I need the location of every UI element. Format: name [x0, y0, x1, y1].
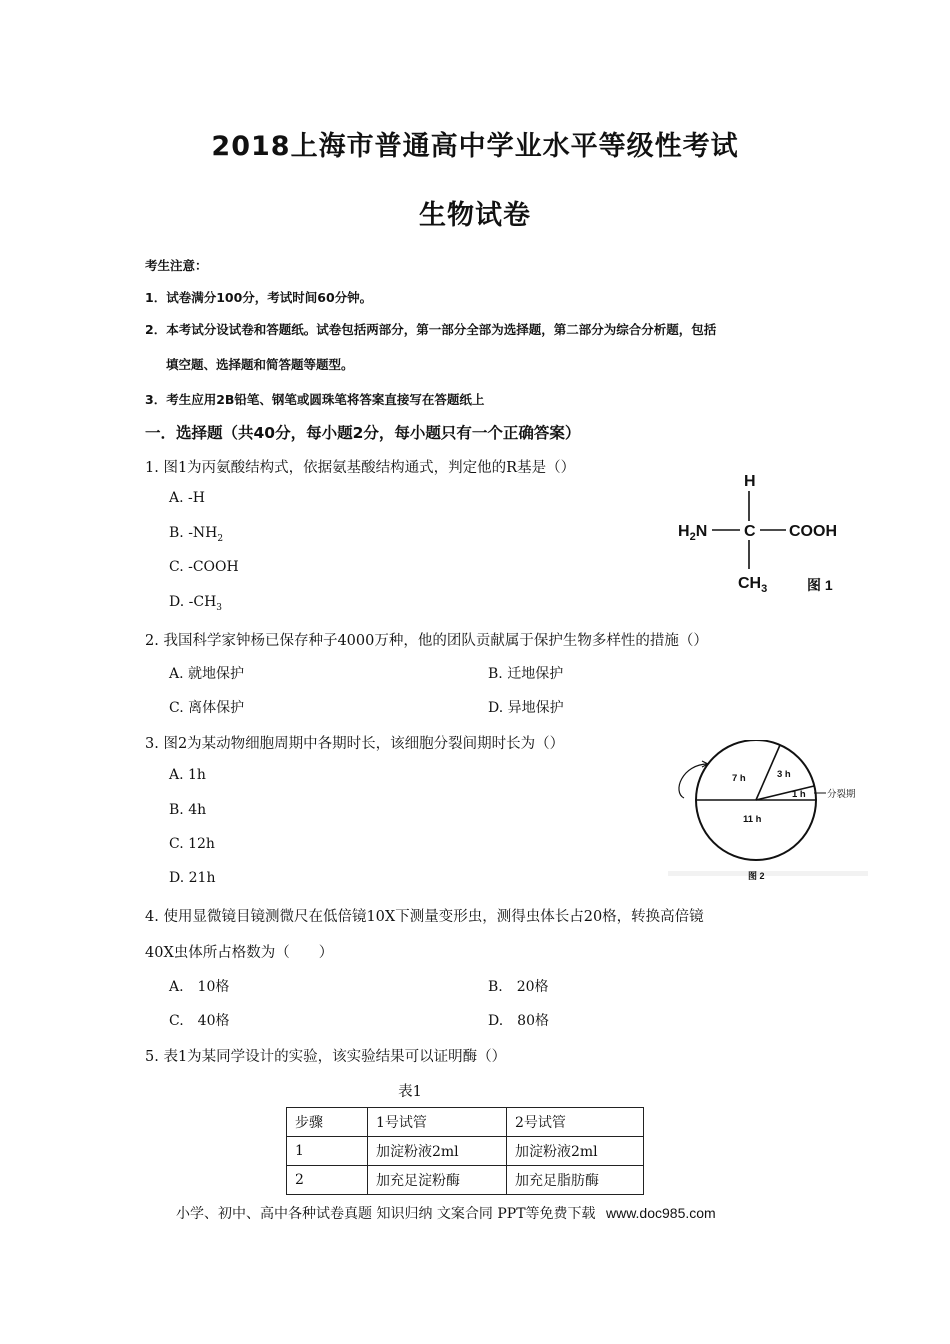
- question-5-stem: 5. 表1为某同学设计的实验，该实验结果可以证明酶（）: [145, 1049, 507, 1065]
- q1-option-c: C. -COOH: [169, 559, 239, 575]
- q1-option-d: D. $-CH_3$: [169, 594, 223, 613]
- q2-option-a: A. 就地保护: [169, 666, 245, 682]
- table-1: [286, 1107, 644, 1195]
- q3-option-c: C. 12h: [169, 836, 215, 852]
- section-heading: 一．选择题（共40分，每小题2分，每小题只有一个正确答案）: [145, 424, 581, 442]
- atom-h-top: H: [744, 473, 756, 490]
- exam-title: 2018上海市普通高中学业水平等级性考试: [211, 131, 739, 162]
- table-cell: 加充足淀粉酶: [368, 1166, 507, 1195]
- carboxyl-group: COOH: [789, 523, 837, 540]
- table-header-cell: 1号试管: [368, 1108, 507, 1137]
- q1-option-b: B. $-NH_2$: [169, 525, 224, 544]
- label-3h: 3 h: [777, 769, 791, 780]
- figure-1-caption: 图 1: [807, 577, 833, 593]
- notice-item: 3．考生应用2B铅笔、钢笔或圆珠笔将答案直接写在答题纸上: [145, 392, 485, 407]
- q2-option-b: B. 迁地保护: [488, 666, 564, 682]
- table-header-row: [287, 1108, 644, 1137]
- notice-item: 填空题、选择题和简答题等题型。: [166, 357, 354, 372]
- question-2-stem: 2. 我国科学家钟杨已保存种子4000万种，他的团队贡献属于保护生物多样性的措施（）: [145, 633, 708, 649]
- footer-link[interactable]: www.doc985.com: [605, 1205, 716, 1221]
- q3-option-b: B. 4h: [169, 802, 207, 818]
- footer-text: 小学、初中、高中各种试卷真题 知识归纳 文案合同 PPT等免费下载: [176, 1206, 596, 1222]
- q2-option-c: C. 离体保护: [169, 700, 245, 716]
- q4-option-b: B. 20格: [488, 979, 549, 995]
- table-cell: 加淀粉液2ml: [368, 1137, 507, 1166]
- label-mitosis: 分裂期: [827, 789, 856, 800]
- q4-option-a: A. 10格: [169, 979, 230, 995]
- table-1-caption: 表1: [398, 1084, 422, 1100]
- table-cell: 加充足脂肪酶: [507, 1166, 644, 1195]
- figure-2-caption: 图 2: [748, 871, 765, 880]
- table-cell: 2: [287, 1166, 368, 1195]
- table-row: [287, 1137, 644, 1166]
- q3-option-a: A. 1h: [169, 767, 206, 783]
- question-1-stem: 1. 图1为丙氨酸结构式，依据氨基酸结构通式，判定他的R基是（）: [145, 460, 576, 476]
- q4-option-c: C. 40格: [169, 1013, 230, 1029]
- label-11h: 11 h: [743, 814, 762, 825]
- table-cell: 加淀粉液2ml: [507, 1137, 644, 1166]
- q2-option-d: D. 异地保护: [488, 700, 564, 716]
- table-header-cell: 步骤: [287, 1108, 368, 1137]
- question-4-stem: 4. 使用显微镜目镜测微尺在低倍镜10X下测量变形虫，测得虫体长占20格，转换高倍镜: [145, 909, 704, 925]
- notice-item: 2．本考试分设试卷和答题纸。试卷包括两部分，第一部分全部为选择题，第二部分为综合分析题，包括: [145, 322, 717, 337]
- figure-2-shade: [668, 871, 868, 876]
- methyl-group: $CH_3$: [738, 575, 768, 595]
- table-header-cell: 2号试管: [507, 1108, 644, 1137]
- figure-2-cell-cycle: [668, 740, 868, 880]
- notice-heading: 考生注意：: [145, 258, 208, 273]
- footer: [176, 1203, 716, 1223]
- question-4-stem-cont: 40X虫体所占格数为（ ）: [145, 945, 334, 961]
- notice-item: 1．试卷满分100分，考试时间60分钟。: [145, 290, 373, 305]
- atom-c-center: C: [744, 523, 756, 540]
- figure-1-alanine-structure: [668, 466, 848, 600]
- table-row: [287, 1166, 644, 1195]
- label-7h: 7 h: [732, 773, 746, 784]
- exam-subtitle: 生物试卷: [419, 200, 531, 231]
- q4-option-d: D. 80格: [488, 1013, 549, 1029]
- question-3-stem: 3. 图2为某动物细胞周期中各期时长，该细胞分裂间期时长为（）: [145, 736, 565, 752]
- amino-group: $H_2N$: [678, 523, 708, 543]
- q1-option-a: A. -H: [169, 490, 205, 506]
- q3-option-d: D. 21h: [169, 870, 216, 886]
- table-cell: 1: [287, 1137, 368, 1166]
- label-1h: 1 h: [792, 789, 806, 800]
